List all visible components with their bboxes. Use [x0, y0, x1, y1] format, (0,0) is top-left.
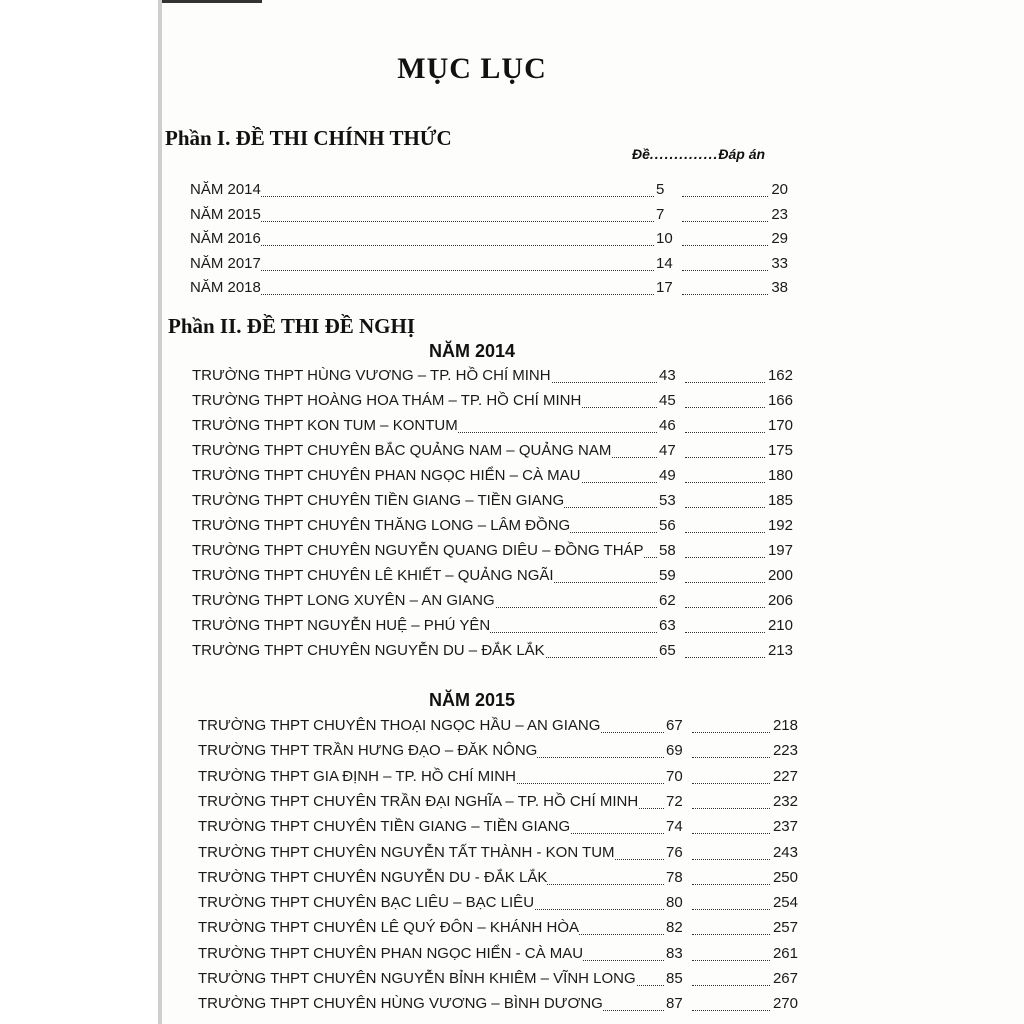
toc-dapan-page: 237	[772, 818, 798, 836]
toc-entry-label: TRƯỜNG THPT TRẦN HƯNG ĐẠO – ĐĂK NÔNG	[198, 742, 538, 760]
toc-dapan-page: 175	[767, 442, 793, 459]
toc-de-page: 58	[659, 542, 676, 559]
toc-de-page: 82	[666, 919, 683, 937]
toc-entry-label: NĂM 2016	[190, 230, 261, 247]
toc-row	[192, 366, 795, 388]
toc-entry-label: TRƯỜNG THPT CHUYÊN NGUYỄN TẤT THÀNH - KON TUM	[198, 843, 615, 861]
toc-dapan-page: 218	[772, 717, 798, 734]
toc-entry-label: TRƯỜNG THPT CHUYÊN NGUYỄN DU – ĐẮK LẮK	[192, 642, 545, 659]
toc-de-page: 7	[656, 205, 665, 223]
toc-row	[190, 180, 790, 202]
toc-row	[190, 229, 790, 251]
toc-entry-label: TRƯỜNG THPT LONG XUYÊN – AN GIANG	[192, 592, 495, 609]
toc-entry-label: TRƯỜNG THPT CHUYÊN BẮC QUẢNG NAM – QUẢNG NAM	[192, 442, 612, 459]
toc-row	[198, 817, 800, 839]
toc-row	[198, 944, 800, 966]
toc-row	[198, 843, 800, 865]
toc-dapan-page: 267	[772, 970, 798, 987]
toc-row	[192, 541, 795, 563]
toc-entry-label: TRƯỜNG THPT CHUYÊN THĂNG LONG – LÂM ĐỒNG	[192, 517, 571, 534]
toc-entry-label: TRƯỜNG THPT CHUYÊN LÊ KHIẾT – QUẢNG NGÃI	[192, 567, 554, 584]
toc-dapan-page: 20	[771, 181, 788, 198]
toc-entry-label: TRƯỜNG THPT CHUYÊN PHAN NGỌC HIỂN – CÀ MAU	[192, 467, 581, 484]
toc-dapan-page: 270	[772, 995, 798, 1013]
toc-row	[192, 466, 795, 488]
toc-de-page: 87	[666, 995, 683, 1013]
toc-dapan-page: 213	[767, 642, 793, 659]
toc-entry-label: TRƯỜNG THPT CHUYÊN NGUYỄN QUANG DIÊU – ĐỒNG THÁP	[192, 542, 644, 559]
toc-row	[198, 893, 800, 915]
toc-row	[198, 868, 800, 890]
toc-row	[192, 641, 795, 663]
toc-entry-label: TRƯỜNG THPT CHUYÊN NGUYỄN DU - ĐẮK LẮK	[198, 868, 548, 886]
toc-dapan-page: 254	[772, 894, 798, 912]
toc-row	[192, 391, 795, 413]
toc-row	[190, 278, 790, 300]
toc-dapan-page: 261	[772, 944, 798, 962]
toc-dapan-page: 170	[767, 417, 793, 434]
toc-dapan-page: 192	[767, 517, 793, 534]
toc-de-page: 53	[659, 492, 676, 509]
toc-row	[192, 491, 795, 513]
toc-de-page: 83	[666, 944, 683, 962]
toc-dapan-page: 29	[771, 230, 788, 247]
toc-entry-label: NĂM 2014	[190, 181, 261, 198]
toc-entry-label: TRƯỜNG THPT CHUYÊN LÊ QUÝ ĐÔN – KHÁNH HÒA	[198, 919, 580, 937]
toc-dapan-page: 197	[767, 542, 793, 559]
toc-entry-label: TRƯỜNG THPT CHUYÊN TRẦN ĐẠI NGHĨA – TP. HỒ CHÍ MINH	[198, 792, 639, 810]
toc-de-page: 70	[666, 767, 683, 785]
part2-heading: Phần II. ĐỀ THI ĐỀ NGHỊ	[168, 314, 416, 338]
toc-entry-label: TRƯỜNG THPT HOÀNG HOA THÁM – TP. HỒ CHÍ MINH	[192, 392, 582, 409]
toc-dapan-page: 227	[772, 767, 798, 785]
toc-de-page: 76	[666, 843, 683, 861]
toc-entry-label: TRƯỜNG THPT CHUYÊN HÙNG VƯƠNG – BÌNH DƯƠNG	[198, 995, 603, 1013]
toc-de-page: 72	[666, 792, 683, 810]
toc-de-page: 59	[659, 567, 676, 584]
year-heading-2015: NĂM 2015	[428, 690, 516, 710]
page-binding-edge	[158, 0, 162, 1024]
toc-entry-label: NĂM 2017	[190, 254, 261, 272]
toc-dapan-page: 200	[767, 567, 793, 584]
toc-de-page: 17	[656, 279, 673, 296]
toc-dapan-page: 33	[771, 254, 788, 272]
toc-entry-label: NĂM 2015	[190, 205, 261, 223]
toc-dapan-page: 162	[767, 367, 793, 384]
toc-row	[198, 969, 800, 991]
toc-de-page: 5	[656, 181, 665, 198]
toc-de-page: 65	[659, 642, 676, 659]
toc-de-page: 78	[666, 868, 683, 886]
column-dapan-header: Đáp án	[718, 146, 766, 162]
toc-de-page: 14	[656, 254, 673, 272]
toc-de-page: 56	[659, 517, 676, 534]
toc-entry-label: TRƯỜNG THPT GIA ĐỊNH – TP. HỒ CHÍ MINH	[198, 767, 516, 785]
toc-dapan-page: 206	[767, 592, 793, 609]
toc-de-page: 62	[659, 592, 676, 609]
toc-de-page: 80	[666, 894, 683, 912]
toc-de-page: 63	[659, 617, 676, 634]
toc-de-page: 10	[656, 230, 673, 247]
toc-row	[198, 741, 800, 763]
toc-entry-label: TRƯỜNG THPT CHUYÊN TIỀN GIANG – TIỀN GIANG	[198, 818, 571, 836]
toc-entry-label: TRƯỜNG THPT CHUYÊN NGUYỄN BỈNH KHIÊM – VĨNH LONG	[198, 970, 636, 987]
toc-dapan-page: 166	[767, 392, 793, 409]
toc-dapan-page: 243	[772, 843, 798, 861]
top-rule	[162, 0, 262, 3]
toc-row	[198, 918, 800, 940]
toc-de-page: 46	[659, 417, 676, 434]
page-margin	[0, 0, 160, 1024]
toc-dapan-page: 180	[767, 467, 793, 484]
year-heading-2014: NĂM 2014	[428, 341, 516, 361]
toc-row	[192, 416, 795, 438]
part1-heading: Phần I. ĐỀ THI CHÍNH THỨC	[165, 126, 452, 150]
toc-row	[192, 441, 795, 463]
toc-entry-label: TRƯỜNG THPT KON TUM – KONTUM	[192, 417, 458, 434]
toc-dapan-page: 23	[771, 205, 788, 223]
toc-de-page: 45	[659, 392, 676, 409]
toc-row	[192, 516, 795, 538]
toc-de-page: 49	[659, 467, 676, 484]
toc-dapan-page: 232	[772, 792, 798, 810]
toc-dapan-page: 210	[767, 617, 793, 634]
toc-entry-label: TRƯỜNG THPT NGUYỄN HUỆ – PHÚ YÊN	[192, 617, 491, 634]
toc-entry-label: TRƯỜNG THPT HÙNG VƯƠNG – TP. HỒ CHÍ MINH	[192, 367, 551, 384]
column-de-header: Đề	[632, 146, 650, 162]
toc-de-page: 67	[666, 717, 683, 734]
toc-dapan-page: 223	[772, 742, 798, 760]
page-title: MỤC LỤC	[397, 52, 547, 85]
column-headers	[632, 146, 765, 162]
toc-entry-label: TRƯỜNG THPT CHUYÊN THOẠI NGỌC HẦU – AN GIANG	[198, 717, 601, 734]
toc-de-page: 43	[659, 367, 676, 384]
toc-de-page: 69	[666, 742, 683, 760]
toc-entry-label: TRƯỜNG THPT CHUYÊN TIỀN GIANG – TIỀN GIANG	[192, 492, 565, 509]
toc-row	[190, 254, 790, 276]
toc-de-page: 85	[666, 970, 683, 987]
toc-row	[192, 566, 795, 588]
toc-row	[198, 716, 800, 738]
toc-dapan-page: 38	[771, 279, 788, 296]
toc-entry-label: TRƯỜNG THPT CHUYÊN BẠC LIÊU – BẠC LIÊU	[198, 894, 535, 912]
toc-dapan-page: 250	[772, 868, 798, 886]
toc-row	[198, 792, 800, 814]
toc-de-page: 47	[659, 442, 676, 459]
column-dots: ..............	[649, 146, 719, 162]
toc-dapan-page: 185	[767, 492, 793, 509]
toc-entry-label: NĂM 2018	[190, 279, 261, 296]
toc-dapan-page: 257	[772, 919, 798, 937]
toc-de-page: 74	[666, 818, 683, 836]
toc-row	[192, 616, 795, 638]
toc-row	[198, 994, 800, 1016]
toc-row	[190, 205, 790, 227]
toc-entry-label: TRƯỜNG THPT CHUYÊN PHAN NGỌC HIỂN - CÀ MAU	[198, 944, 584, 962]
toc-row	[198, 767, 800, 789]
toc-row	[192, 591, 795, 613]
